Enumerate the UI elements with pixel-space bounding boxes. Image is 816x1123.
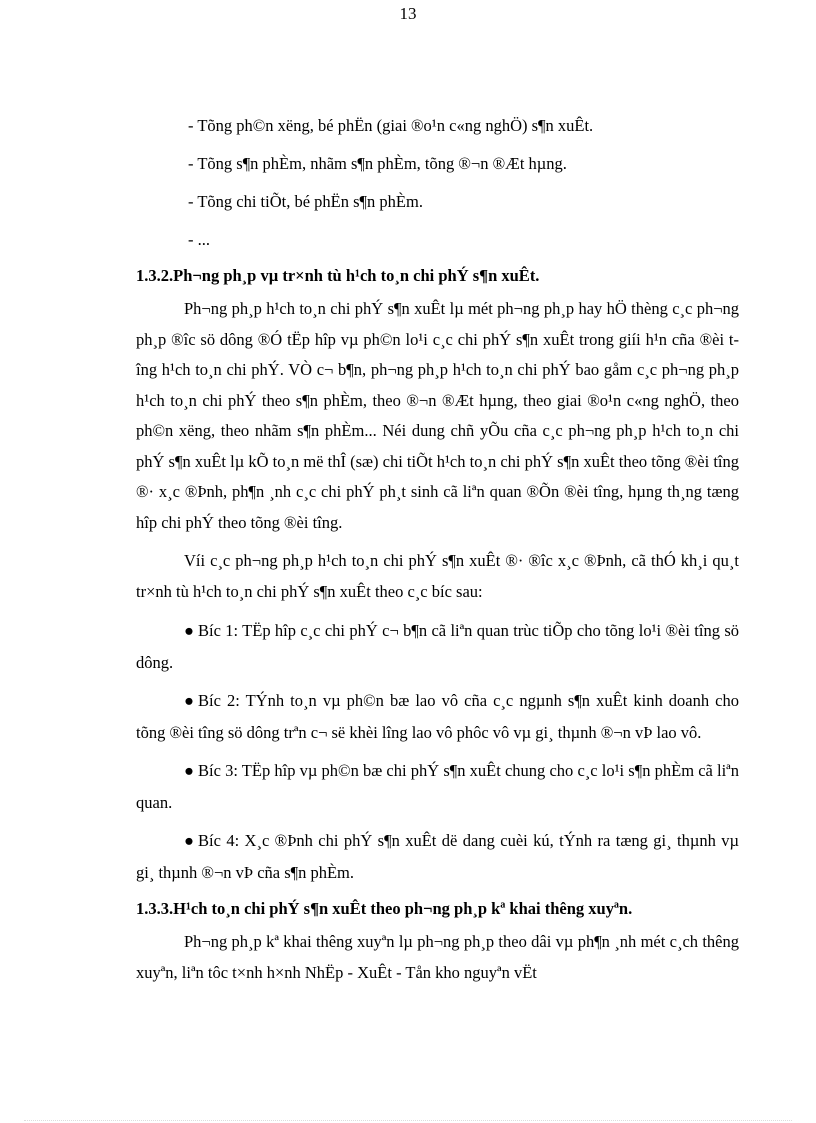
paragraph: Ph¬ng ph¸p h¹ch to¸n chi phÝ s¶n xuÊt lµ mét ph¬ng ph¸p hay hÖ thèng c¸c ph¬ng ph¸p ®îc sö dông ®Ó tËp hîp vµ ph©n lo¹i c¸c chi phÝ s¶n xuÊt trong giíi h¹n cña ®èi tîng h¹ch to¸n chi phÝ. VÒ c¬ b¶n, ph¬ng ph¸p h¹ch to¸n chi phÝ bao gåm c¸c ph¬ng ph¸p h¹ch to¸n chi phÝ theo s¶n phÈm, theo ®¬n ®Æt hµng, theo giai ®o¹n c«ng nghÖ, theo ph©n xëng, theo nhãm s¶n phÈm... Néi dung chñ yÕu cña c¸c ph¬ng ph¸p h¹ch to¸n chi phÝ s¶n xuÊt lµ kÕ to¸n më thÎ (sæ) chi tiÕt h¹ch to¸n chi phÝ s¶n xuÊt theo tõng ®èi tîng ®· x¸c ®Þnh, ph¶n ¸nh c¸c chi phÝ ph¸t sinh cã liªn quan ®Õn ®èi tîng, hµng th¸ng tæng hîp chi phÝ theo tõng ®èi tîng.	[136, 299, 739, 532]
list-item: - Tõng ph©n xëng, bé phËn (giai ®o¹n c«ng nghÖ) s¶n xuÊt.	[188, 116, 594, 135]
bullet-item	[136, 615, 739, 679]
section-heading-1-3-2: 1.3.2.Ph¬ng ph¸p vµ tr×nh tù h¹ch to¸n chi phÝ s¶n xuÊt.	[136, 266, 540, 285]
list-item: - ...	[188, 230, 210, 249]
section-heading-1-3-3: 1.3.3.H¹ch to¸n chi phÝ s¶n xuÊt theo ph¬ng ph¸p kª khai thêng xuyªn.	[136, 899, 633, 918]
bullet-text: Bíc 4: X¸c ®Þnh chi phÝ s¶n xuÊt dë dang cuèi kú, tÝnh ra tæng gi¸ thµnh vµ gi¸ thµnh ®¬n vÞ cña s¶n phÈm.	[136, 831, 739, 882]
bullet-dot-icon: ●	[184, 621, 194, 640]
bullet-text: Bíc 1: TËp hîp c¸c chi phÝ c¬ b¶n cã liªn quan trùc tiÕp cho tõng lo¹i ®èi tîng sö dông.	[136, 621, 739, 672]
document-body	[136, 112, 739, 996]
bullet-item	[136, 825, 739, 889]
list-item: - Tõng chi tiÕt, bé phËn s¶n phÈm.	[188, 192, 423, 211]
page-bottom-divider	[24, 1120, 792, 1121]
bullet-text: Bíc 3: TËp hîp vµ ph©n bæ chi phÝ s¶n xuÊt chung cho c¸c lo¹i s¶n phÈm cã liªn quan.	[136, 761, 739, 812]
bullet-dot-icon: ●	[184, 691, 194, 710]
list-item: - Tõng s¶n phÈm, nhãm s¶n phÈm, tõng ®¬n ®Æt hµng.	[188, 154, 567, 173]
page-number: 13	[399, 4, 417, 23]
bullet-text: Bíc 2: TÝnh to¸n vµ ph©n bæ lao vô cña c¸c ngµnh s¶n xuÊt kinh doanh cho tõng ®èi tîng sö dông trªn c¬ së khèi lîng lao vô phôc vô vµ gi¸ thµnh ®¬n vÞ lao vô.	[136, 691, 739, 742]
bullet-item	[136, 685, 739, 749]
paragraph: Víi c¸c ph¬ng ph¸p h¹ch to¸n chi phÝ s¶n xuÊt ®· ®îc x¸c ®Þnh, cã thÓ kh¸i qu¸t tr×nh tù h¹ch to¸n chi phÝ s¶n xuÊt theo c¸c bíc sau:	[136, 551, 739, 601]
bullet-dot-icon: ●	[184, 831, 194, 850]
bullet-item	[136, 755, 739, 819]
bullet-dot-icon: ●	[184, 761, 194, 780]
paragraph: Ph¬ng ph¸p kª khai thêng xuyªn lµ ph¬ng ph¸p theo dâi vµ ph¶n ¸nh mét c¸ch thêng xuyªn, liªn tôc t×nh h×nh NhËp - XuÊt - Tån kho nguyªn vËt	[136, 932, 739, 982]
